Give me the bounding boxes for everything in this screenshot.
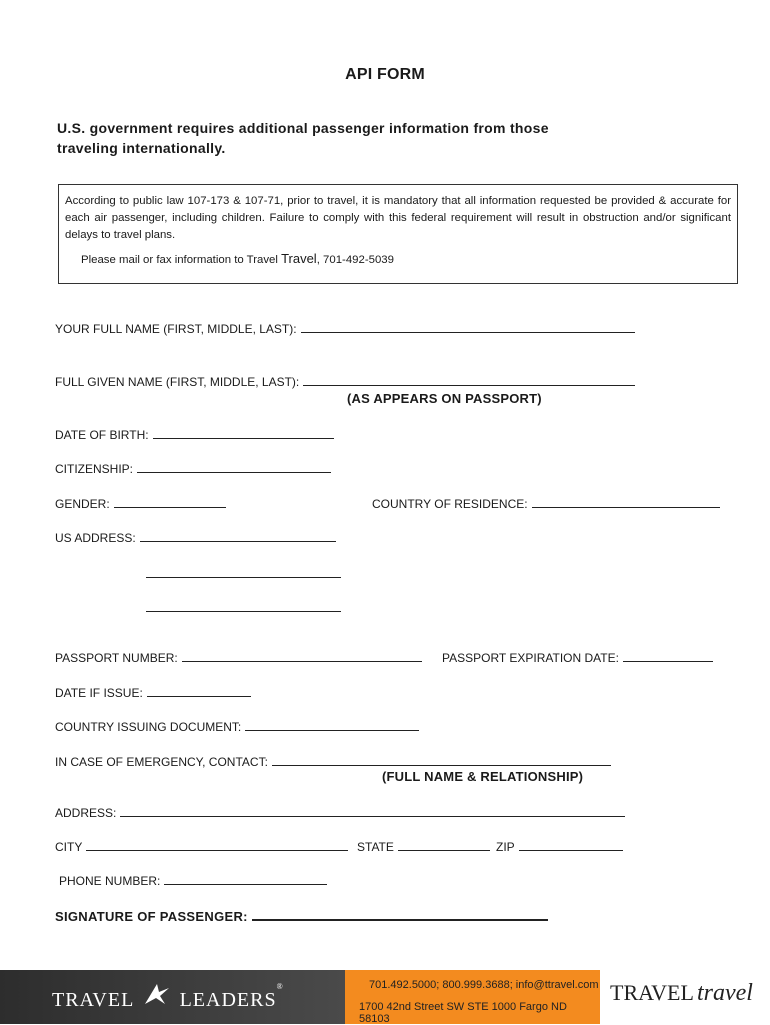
address-field[interactable]: [55, 805, 625, 820]
us-address-field[interactable]: [55, 530, 336, 545]
date-issue-label: DATE IF ISSUE:: [55, 686, 143, 700]
zip-label: ZIP: [496, 840, 515, 854]
footer-address-line: 1700 42nd Street SW STE 1000 Fargo ND 58103: [359, 1001, 567, 1025]
form-title: API FORM: [345, 66, 425, 83]
phone-label: PHONE NUMBER:: [59, 874, 161, 888]
footer-contact: [345, 970, 600, 1024]
gender-label: GENDER:: [55, 497, 110, 511]
mail-brand: Travel: [281, 251, 317, 266]
address-label: ADDRESS:: [55, 806, 117, 820]
us-address-label: US ADDRESS:: [55, 531, 136, 545]
passport-number-line[interactable]: [182, 650, 422, 662]
signature-label: SIGNATURE OF PASSENGER:: [55, 909, 248, 924]
full-name-line[interactable]: [301, 321, 635, 333]
legal-notice-box: [58, 184, 738, 284]
gender-line[interactable]: [114, 496, 226, 508]
mail-suffix: , 701-492-5039: [316, 254, 394, 266]
address-line[interactable]: [120, 805, 625, 817]
date-issue-field[interactable]: [55, 685, 251, 700]
passport-expiration-label: PASSPORT EXPIRATION DATE:: [442, 651, 619, 665]
country-issuing-line[interactable]: [245, 719, 419, 731]
right-brand-word-1: TRAVEL: [610, 980, 694, 1005]
given-name-line[interactable]: [303, 374, 635, 386]
signature-line[interactable]: [252, 907, 548, 921]
country-issuing-label: COUNTRY ISSUING DOCUMENT:: [55, 720, 242, 734]
intro-text: [57, 118, 657, 158]
intro-line-2: traveling internationally.: [57, 140, 226, 156]
footer-banner: [0, 970, 770, 1024]
travel-travel-wordmark: [610, 980, 753, 1007]
mail-prefix: Please mail or fax information to Travel: [81, 254, 282, 266]
signature-field[interactable]: [55, 907, 548, 924]
phone-field[interactable]: [59, 873, 327, 888]
passport-number-label: PASSPORT NUMBER:: [55, 651, 178, 665]
us-address-line-2[interactable]: [146, 577, 341, 578]
country-issuing-field[interactable]: [55, 719, 419, 734]
zip-line[interactable]: [519, 839, 623, 851]
passport-number-field[interactable]: [55, 650, 422, 665]
state-line[interactable]: [398, 839, 490, 851]
country-residence-label: COUNTRY OF RESIDENCE:: [372, 497, 528, 511]
intro-line-1: U.S. government requires additional passenger information from those: [57, 120, 549, 136]
emergency-field[interactable]: [55, 754, 611, 769]
passport-expiration-field[interactable]: [442, 650, 713, 665]
full-name-field[interactable]: [55, 321, 635, 336]
us-address-line-3[interactable]: [146, 611, 341, 612]
legal-notice-text: According to public law 107-173 & 107-71, prior to travel, it is mandatory that all information requested be provided & accurate for each air passenger, including children. Failure to comply with this federal requirement will result in obstruction and/or significant delays to travel plans.: [65, 195, 731, 241]
footer-contact-line: 701.492.5000; 800.999.3688; info@ttravel.com: [369, 979, 599, 991]
us-address-line-1[interactable]: [140, 530, 336, 542]
citizenship-line[interactable]: [137, 461, 331, 473]
leaders-star-icon: [140, 982, 174, 1012]
full-name-label: YOUR FULL NAME (FIRST, MIDDLE, LAST):: [55, 322, 297, 336]
country-residence-line[interactable]: [532, 496, 720, 508]
given-name-label: FULL GIVEN NAME (FIRST, MIDDLE, LAST):: [55, 375, 300, 389]
passport-expiration-line[interactable]: [623, 650, 713, 662]
dob-field[interactable]: [55, 427, 334, 442]
given-name-field[interactable]: [55, 374, 635, 389]
phone-line[interactable]: [164, 873, 327, 885]
citizenship-label: CITIZENSHIP:: [55, 462, 134, 476]
state-field[interactable]: [357, 839, 490, 854]
travel-leaders-logo: [0, 970, 345, 1024]
registered-mark: ®: [276, 982, 284, 991]
gender-field[interactable]: [55, 496, 226, 511]
emergency-note: (FULL NAME & RELATIONSHIP): [382, 769, 584, 784]
brand-word-1: TRAVEL: [52, 989, 134, 1011]
city-label: CITY: [55, 840, 83, 854]
emergency-line[interactable]: [272, 754, 611, 766]
travel-leaders-wordmark: [52, 982, 284, 1012]
dob-line[interactable]: [153, 427, 334, 439]
dob-label: DATE OF BIRTH:: [55, 428, 149, 442]
zip-field[interactable]: [496, 839, 623, 854]
right-brand-word-2: travel: [696, 980, 753, 1006]
city-line[interactable]: [86, 839, 348, 851]
brand-word-2: LEADERS: [179, 989, 277, 1011]
travel-travel-logo: [600, 970, 770, 1024]
country-residence-field[interactable]: [372, 496, 720, 511]
city-field[interactable]: [55, 839, 348, 854]
date-issue-line[interactable]: [147, 685, 251, 697]
state-label: STATE: [357, 840, 394, 854]
citizenship-field[interactable]: [55, 461, 331, 476]
emergency-label: IN CASE OF EMERGENCY, CONTACT:: [55, 755, 268, 769]
mail-instructions: [65, 250, 731, 269]
passport-note: (AS APPEARS ON PASSPORT): [347, 391, 542, 406]
